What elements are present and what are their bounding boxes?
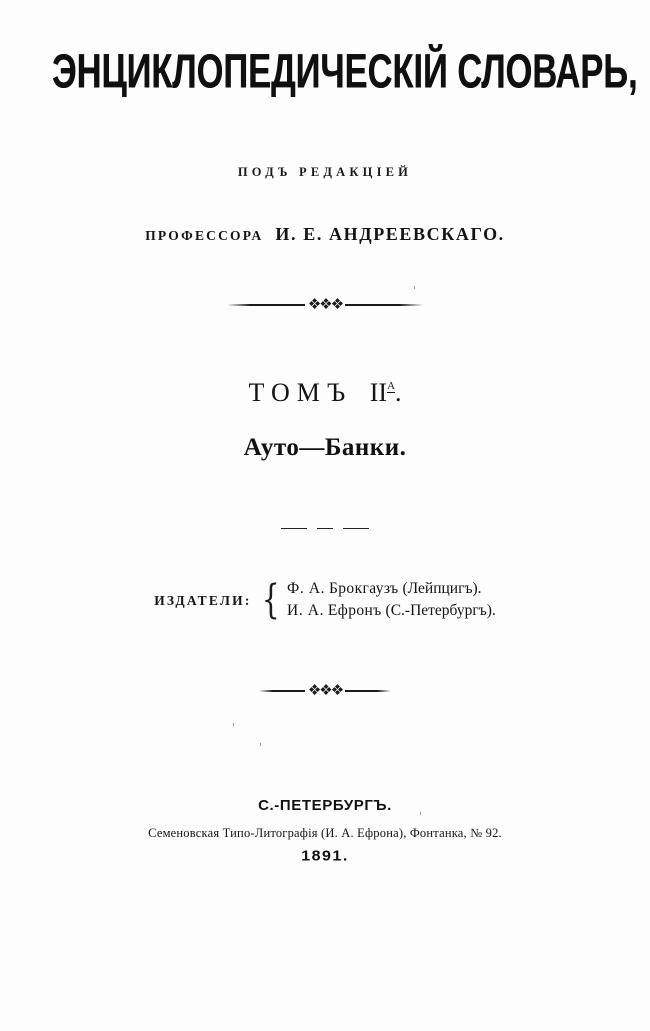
volume-superscript: A bbox=[387, 380, 396, 393]
diamond-ornament-icon: ❖❖❖ bbox=[307, 294, 343, 313]
scan-speck bbox=[420, 812, 421, 815]
editor-prefix: ПРОФЕССОРА bbox=[145, 228, 264, 243]
ornament-rule-left bbox=[259, 690, 305, 692]
volume-range: Ауто—Банки. bbox=[243, 434, 407, 461]
list-item bbox=[287, 578, 496, 600]
ornament-rule-right bbox=[345, 690, 391, 692]
ornament-divider-bottom bbox=[0, 680, 650, 699]
publishers-list bbox=[287, 578, 496, 623]
publishers-label: ИЗДАТЕЛИ: bbox=[154, 593, 252, 609]
imprint-city: С.-ПЕТЕРБУРГЪ. bbox=[258, 797, 392, 814]
publisher-place: (С.-Петербургъ). bbox=[385, 602, 496, 620]
imprint-printer: Семеновская Типо-Литографія (И. А. Ефрона), Фонтанка, № 92. bbox=[148, 826, 502, 840]
editor-line bbox=[0, 224, 650, 245]
publisher-initials: Ф. А. bbox=[287, 580, 326, 597]
under-editorship-label: ПОДЪ РЕДАКЦІЕЙ bbox=[237, 165, 413, 179]
list-item bbox=[287, 600, 496, 622]
publisher-surname: Ефронъ bbox=[327, 602, 382, 620]
publishers-block bbox=[0, 578, 650, 623]
ornament-rule-left bbox=[227, 304, 305, 306]
dashed-rule bbox=[281, 528, 369, 529]
page-title: ЭНЦИКЛОПЕДИЧЕСКІЙ СЛОВАРЬ, bbox=[52, 44, 638, 99]
scan-speck bbox=[414, 286, 415, 289]
scan-speck bbox=[233, 723, 234, 726]
scan-speck bbox=[260, 743, 261, 746]
editor-name: И. Е. АНДРЕЕВСКАГО. bbox=[275, 224, 505, 244]
publisher-place: (Лейпцигъ). bbox=[402, 580, 482, 597]
volume-number: II bbox=[369, 378, 388, 407]
publisher-initials: И. А. bbox=[287, 602, 325, 620]
imprint-year: 1891. bbox=[301, 848, 349, 865]
ornament-rule-right bbox=[345, 304, 423, 306]
volume-line: ТОМЪ $II^A$. bbox=[248, 378, 402, 407]
ornament-divider-middle bbox=[0, 516, 650, 534]
publisher-surname: Брокгаузъ bbox=[328, 580, 399, 597]
volume-label: ТОМЪ bbox=[248, 378, 353, 407]
ornament-divider-top bbox=[0, 296, 650, 314]
diamond-ornament-icon: ❖❖❖ bbox=[307, 680, 343, 699]
brace-icon: { bbox=[261, 576, 280, 623]
